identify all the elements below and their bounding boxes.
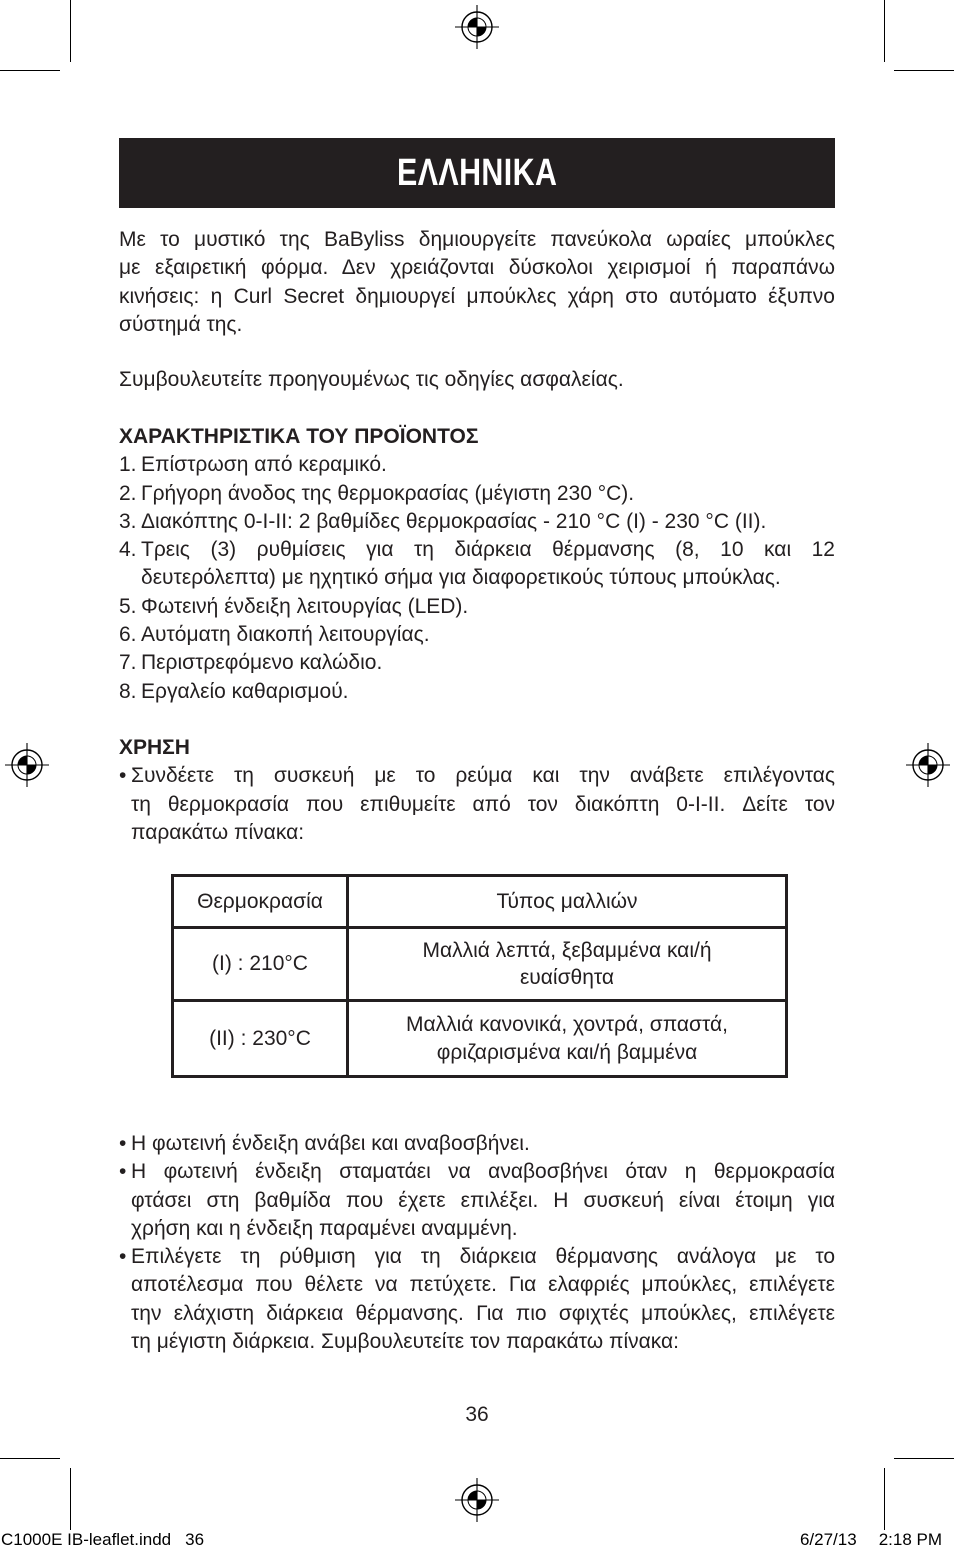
bullet-line: χρήση και η ένδειξη παραμένει αναμμένη. — [131, 1216, 518, 1240]
crop-mark-bottom-left-vertical — [70, 1468, 71, 1530]
feature-item — [119, 480, 835, 508]
bullet-symbol: • — [119, 1132, 127, 1155]
intro-line: με εξαιρετική φόρμα. Δεν χρειάζονται δύσκολοι χειρισμοί ή παραπάνω — [119, 256, 835, 280]
feature-text: Τρεις (3) ρυθμίσεις για τη διάρκεια θέρμανσης (8, 10 και 12 — [141, 538, 835, 562]
bullet-line: την ελάχιστη διάρκεια θέρμανσης. Για πιο σφιχτές μπούκλες, επιλέγετε — [131, 1301, 835, 1325]
feature-text: δευτερόλεπτα) με ηχητικό σήμα για διαφορετικούς τύπους μπούκλας. — [141, 566, 781, 590]
bullet-line: Επιλέγετε τη ρύθμιση για τη διάρκεια θέρμανσης ανάλογα με το — [131, 1245, 835, 1269]
registration-mark-bottom-icon — [455, 1478, 499, 1522]
slug-date: 6/27/13 — [799, 1530, 857, 1549]
bullet-line: Η φωτεινή ένδειξη ανάβει και αναβοσβήνει. — [131, 1132, 530, 1155]
feature-text: Εργαλείο καθαρισμού. — [141, 679, 349, 703]
feature-number: 7. — [119, 651, 137, 675]
table-cell-text: (II) : 230°C — [209, 1026, 311, 1050]
feature-item — [119, 649, 835, 677]
feature-item — [119, 678, 835, 706]
feature-item — [119, 451, 835, 479]
registration-mark-right-icon — [906, 743, 950, 787]
crop-mark-bottom-left-horizontal — [0, 1458, 60, 1459]
bullet-line: παρακάτω πίνακα: — [131, 820, 305, 844]
bullet-line: Συνδέετε τη συσκευή με το ρεύμα και την ανάβετε επιλέγοντας — [131, 764, 835, 788]
slug-page: 36 — [185, 1530, 205, 1549]
temperature-hair-type-table — [171, 874, 788, 1078]
crop-mark-top-right-vertical — [884, 0, 885, 62]
slug-time: 2:18 PM — [878, 1530, 942, 1549]
table-cell-hair-type — [349, 929, 785, 1002]
bullet-symbol: • — [119, 764, 127, 788]
feature-item — [119, 621, 835, 649]
features-heading: ΧΑΡΑΚΤΗΡΙΣΤΙΚΑ ΤΟΥ ΠΡΟΪΟΝΤΟΣ — [119, 425, 479, 448]
usage-bullet — [119, 1158, 835, 1243]
feature-text: Επίστρωση από κεραμικό. — [141, 453, 387, 477]
safety-note: Συμβουλευτείτε προηγουμένως τις οδηγίες ασφαλείας. — [119, 368, 624, 391]
bullet-line: Η φωτεινή ένδειξη σταματάει να αναβοσβήνει όταν η θερμοκρασία — [131, 1160, 835, 1184]
table-cell-text: Μαλλιά κανονικά, χοντρά, σπαστά, — [406, 1013, 728, 1036]
table-cell-temperature — [174, 1002, 349, 1075]
usage-bullet — [119, 762, 835, 847]
table-cell-text: (I) : 210°C — [212, 952, 308, 976]
slug-file-info — [1, 1530, 204, 1550]
features-section — [119, 423, 835, 706]
slug-file-name: C1000E IB-leaflet.indd — [1, 1530, 172, 1549]
page-number: 36 — [465, 1403, 489, 1426]
crop-mark-top-left-horizontal — [0, 70, 60, 71]
usage-bullet — [119, 1243, 835, 1356]
crop-mark-top-right-horizontal — [894, 70, 954, 71]
feature-text: Φωτεινή ένδειξη λειτουργίας (LED). — [141, 594, 469, 618]
usage-steps — [119, 1130, 835, 1356]
intro-line: σύστημά της. — [119, 312, 243, 336]
feature-number: 4. — [119, 538, 137, 562]
feature-item — [119, 508, 835, 536]
bullet-line: τη θερμοκρασία που επιθυμείτε από τον διακόπτη 0-I-II. Δείτε τον — [131, 792, 835, 816]
intro-line: κινήσεις: η Curl Secret δημιουργεί μπούκλες χάρη στο αυτόματο έξυπνο — [119, 284, 835, 308]
feature-number: 2. — [119, 481, 137, 505]
usage-heading: ΧΡΗΣΗ — [119, 736, 190, 759]
crop-mark-top-left-vertical — [70, 0, 71, 62]
feature-number: 8. — [119, 679, 137, 703]
feature-text: Διακόπτης 0-I-II: 2 βαθμίδες θερμοκρασίας - 210 °C (I) - 230 °C (II). — [141, 509, 767, 533]
bullet-symbol: • — [119, 1245, 127, 1269]
crop-mark-bottom-right-horizontal — [894, 1458, 954, 1459]
feature-text: Αυτόματη διακοπή λειτουργίας. — [141, 623, 430, 647]
intro-line: Με το μυστικό της BaByliss δημιουργείτε πανεύκολα ωραίες μπούκλες — [119, 228, 835, 251]
feature-item — [119, 536, 835, 593]
table-cell-text: ευαίσθητα — [519, 966, 615, 989]
table-cell-text: Μαλλιά λεπτά, ξεβαμμένα και/ή — [422, 938, 712, 962]
language-title-bar — [119, 138, 835, 208]
registration-mark-left-icon — [5, 743, 49, 787]
table-cell-text: φριζαρισμένα και/ή βαμμένα — [436, 1040, 698, 1064]
feature-item — [119, 593, 835, 621]
feature-number: 6. — [119, 623, 137, 647]
crop-mark-bottom-right-vertical — [884, 1468, 885, 1530]
feature-number: 3. — [119, 509, 137, 533]
bullet-line: φτάσει στη βαθμίδα που έχετε επιλέξει. Η συσκευή είναι έτοιμη για — [131, 1188, 835, 1212]
feature-number: 5. — [119, 594, 137, 618]
bullet-line: τη μέγιστη διάρκεια. Συμβουλευτείτε τον παρακάτω πίνακα: — [131, 1330, 680, 1354]
table-header-hair-type: Τύπος μαλλιών — [349, 877, 785, 929]
table-cell-hair-type — [349, 1002, 785, 1075]
slug-timestamp — [800, 1530, 942, 1550]
usage-bullet — [119, 1130, 835, 1158]
usage-section — [119, 734, 835, 847]
bullet-symbol: • — [119, 1160, 127, 1184]
feature-text: Περιστρεφόμενο καλώδιο. — [141, 651, 383, 675]
intro-paragraph — [119, 226, 835, 339]
table-cell-temperature — [174, 929, 349, 1002]
language-title: ΕΛΛΗΝΙΚΑ — [396, 152, 558, 194]
feature-number: 1. — [119, 453, 137, 477]
table-header-temperature: Θερμοκρασία — [174, 877, 349, 929]
registration-mark-top-icon — [455, 5, 499, 49]
bullet-line: αποτέλεσμα που θέλετε να πετύχετε. Για ελαφριές μπούκλες, επιλέγετε — [131, 1273, 835, 1297]
feature-text: Γρήγορη άνοδος της θερμοκρασίας (μέγιστη 230 °C). — [141, 481, 635, 505]
